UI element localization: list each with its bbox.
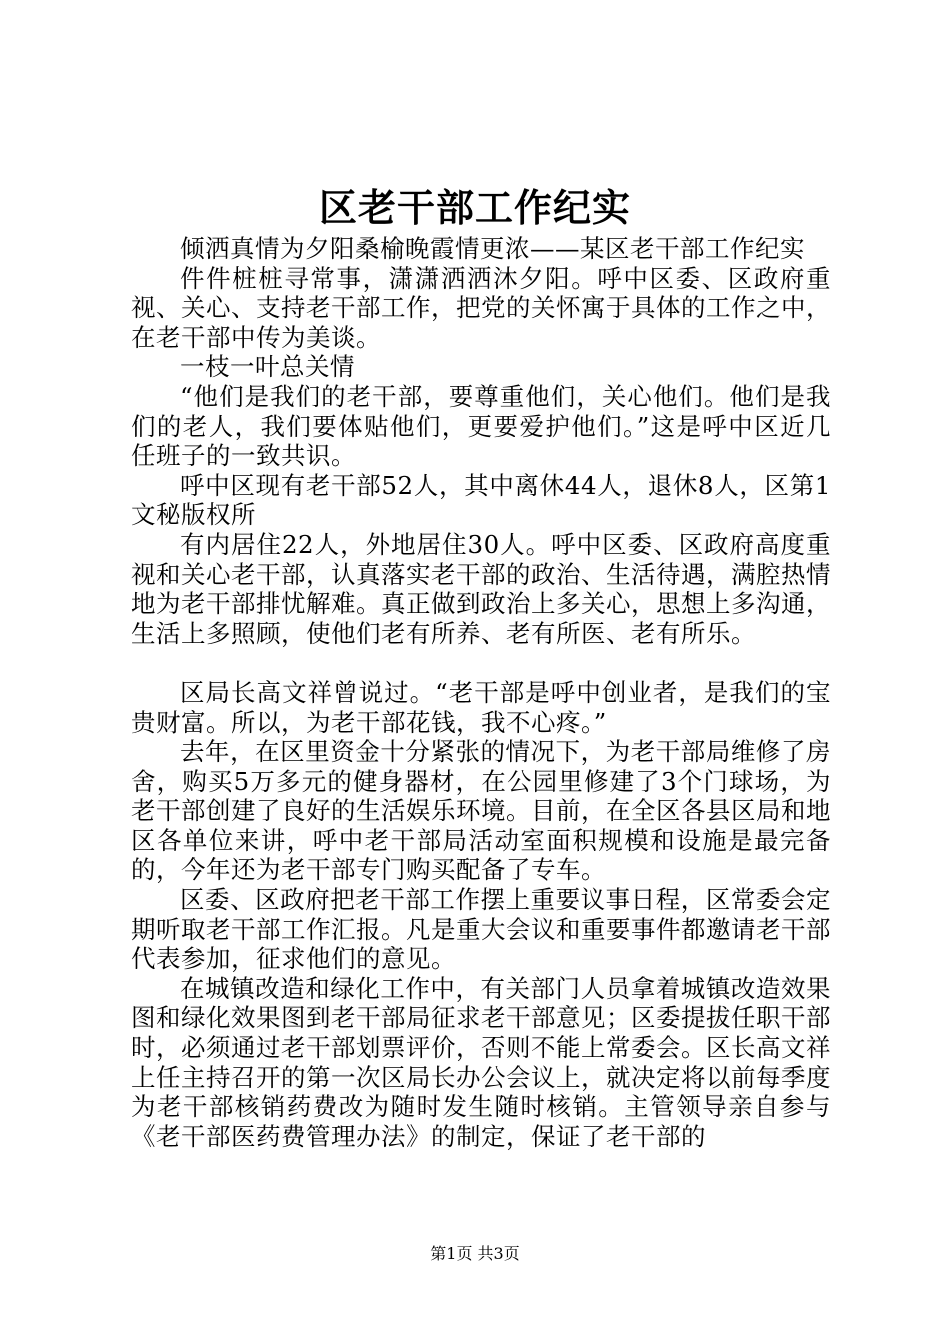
document-title: 区老干部工作纪实 (318, 185, 631, 230)
body-paragraph: 区局长高文祥曾说过。“老干部是呼中创业者，是我们的宝贵财富。所以，为老干部花钱，我不心疼。” (131, 677, 831, 737)
body-paragraph: “他们是我们的老干部，要尊重他们，关心他们。他们是我们的老人，我们要体贴他们，更要爱护他们。”这是呼中区近几任班子的一致共识。 (131, 381, 831, 471)
document-body (131, 234, 831, 1151)
page-footer: 第1页 共3页 (430, 1244, 520, 1263)
body-paragraph: 去年，在区里资金十分紧张的情况下，为老干部局维修了房舍，购买5万多元的健身器材，在公园里修建了3个门球场，为老干部创建了良好的生活娱乐环境。目前，在全区各县区局和地区各单位来讲，呼中老干部局活动室面积规模和设施是最完备的，今年还为老干部专门购买配备了专车。 (131, 737, 831, 885)
body-paragraph: 呼中区现有老干部52人，其中离休44人，退休8人，区第1文秘版权所 (131, 470, 831, 530)
body-paragraph: 区委、区政府把老干部工作摆上重要议事日程，区常委会定期听取老干部工作汇报。凡是重大会议和重要事件都邀请老干部代表参加，征求他们的意见。 (131, 885, 831, 974)
section-heading: 一枝一叶总关情 (180, 352, 355, 382)
body-paragraph: 件件桩桩寻常事，潇潇洒洒沐夕阳。呼中区委、区政府重视、关心、支持老干部工作，把党的关怀寓于具体的工作之中，在老干部中传为美谈。 (131, 263, 831, 352)
body-paragraph: 有内居住22人，外地居住30人。呼中区委、区政府高度重视和关心老干部，认真落实老干部的政治、生活待遇，满腔热情地为老干部排忧解难。真正做到政治上多关心，思想上多沟通，生活上多照顾，使他们老有所养、老有所医、老有所乐。 (131, 529, 831, 648)
blank-line (131, 648, 831, 678)
subtitle-paragraph: 倾洒真情为夕阳桑榆晚霞情更浓——某区老干部工作纪实 (180, 234, 805, 263)
body-paragraph: 在城镇改造和绿化工作中，有关部门人员拿着城镇改造效果图和绿化效果图到老干部局征求老干部意见；区委提拔任职干部时，必须通过老干部划票评价，否则不能上常委会。区长高文祥上任主持召开的第一次区局长办公会议上，就决定将以前每季度为老干部核销药费改为随时发生随时核销。主管领导亲自参与《老干部医药费管理办法》的制定，保证了老干部的 (131, 973, 831, 1151)
